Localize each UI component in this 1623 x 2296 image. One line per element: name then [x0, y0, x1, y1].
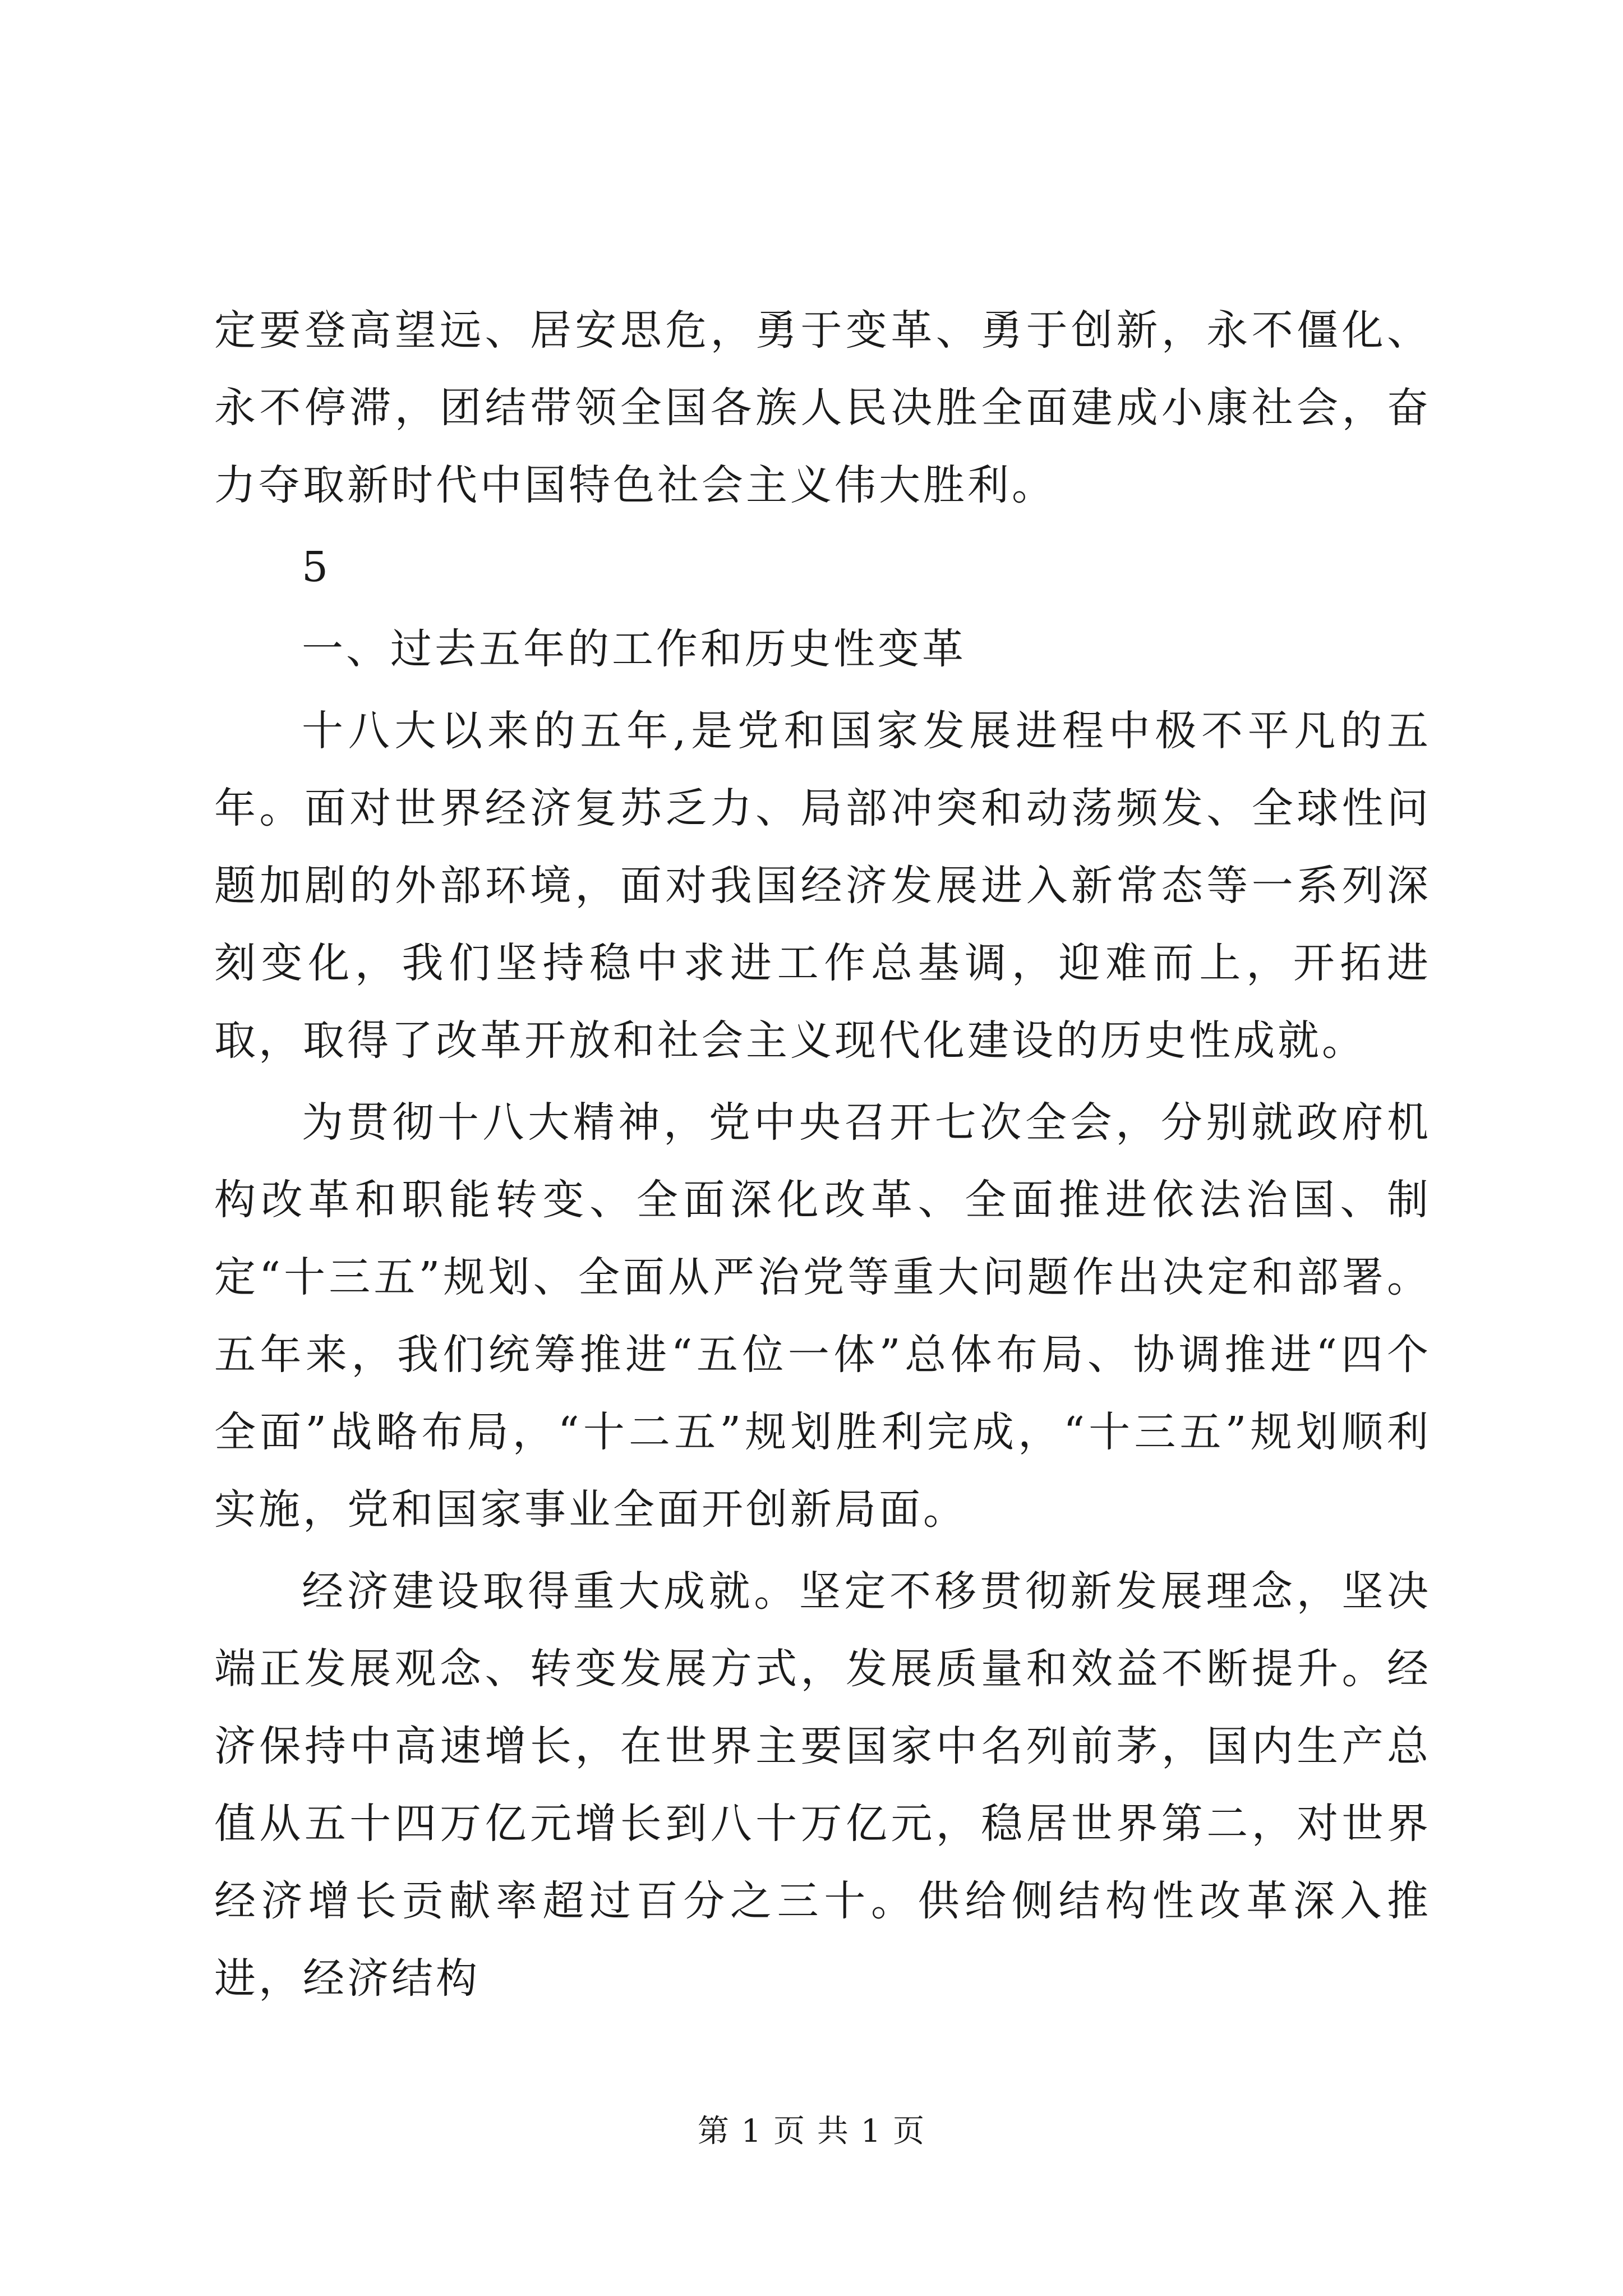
- page-footer: 第 1 页 共 1 页: [697, 2113, 926, 2150]
- section-heading: 一、过去五年的工作和历史性变革: [302, 625, 966, 673]
- paragraph-overview: 十八大以来的五年,是党和国家发展进程中极不平凡的五年。面对世界经济复苏乏力、局部冲突和动荡频发、全球性问题加剧的外部环境，面对我国经济发展进入新常态等一系列深刻变化，我们坚持稳中求进工作总基调，迎难而上，开拓进取，取得了改革开放和社会主义现代化建设的历史性成就。: [214, 707, 1431, 1065]
- paragraph-continuation: 定要登高望远、居安思危，勇于变革、勇于创新，永不僵化、永不停滞，团结带领全国各族人民决胜全面建成小康社会，奋力夺取新时代中国特色社会主义伟大胜利。: [214, 306, 1431, 509]
- document-body: [214, 292, 1431, 2022]
- page-marker: 5: [302, 543, 331, 591]
- paragraph-economy: 经济建设取得重大成就。坚定不移贯彻新发展理念，坚决端正发展观念、转变发展方式，发展质量和效益不断提升。经济保持中高速增长，在世界主要国家中名列前茅，国内生产总值从五十四万亿元增长到八十万亿元，稳居世界第二，对世界经济增长贡献率超过百分之三十。供给侧结构性改革深入推进，经济结构: [214, 1567, 1431, 2003]
- paragraph-plenary: 为贯彻十八大精神，党中央召开七次全会，分别就政府机构改革和职能转变、全面深化改革、全面推进依法治国、制定“十三五”规划、全面从严治党等重大问题作出决定和部署。五年来，我们统筹推进“五位一体”总体布局、协调推进“四个全面”战略布局，“十二五”规划胜利完成，“十三五”规划顺利实施，党和国家事业全面开创新局面。: [214, 1098, 1431, 1534]
